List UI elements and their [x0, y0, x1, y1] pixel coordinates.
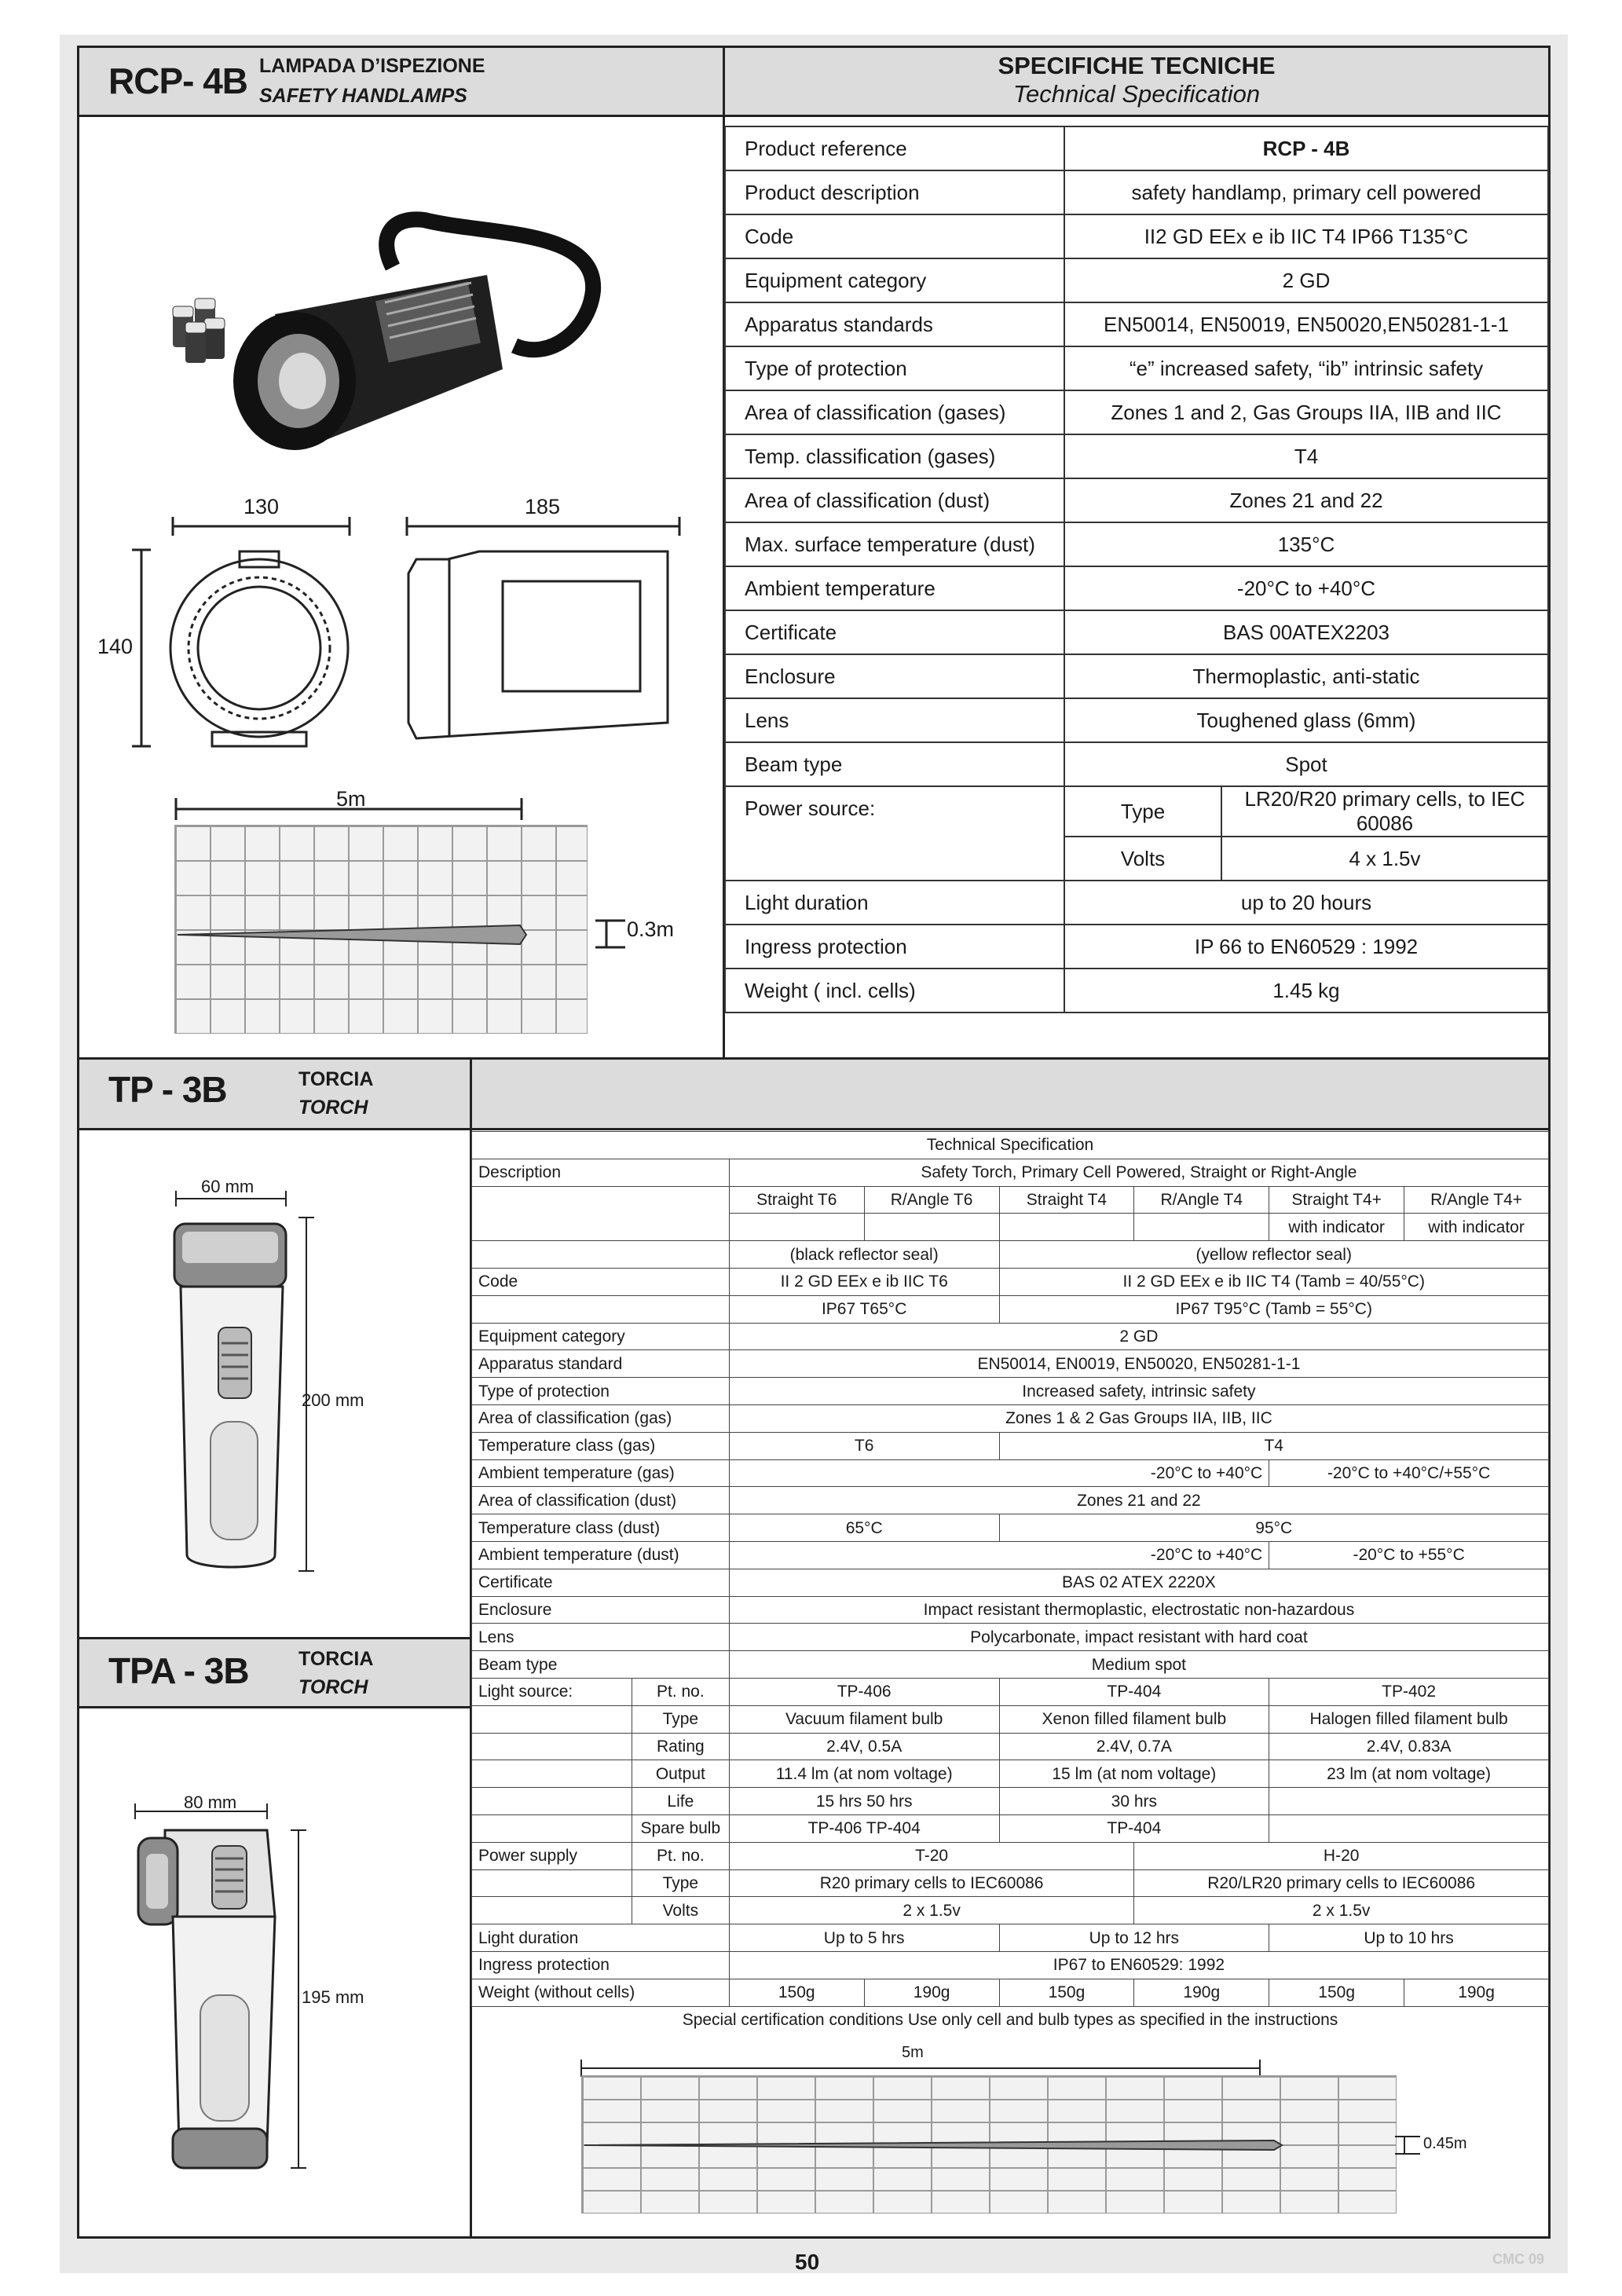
weight-value: 190g: [1134, 1979, 1269, 2006]
temp-class-dust-label: Temperature class (dust): [472, 1514, 730, 1542]
spec-label: Weight ( incl. cells): [725, 969, 1064, 1013]
ls-c1-rating: 2.4V, 0.5A: [729, 1733, 999, 1760]
variant-rangle-t6: R/Angle T6: [864, 1186, 999, 1214]
rcp-beam-distance: 5m: [336, 787, 366, 811]
spec-label: Beam type: [725, 742, 1064, 786]
power-volts-label: Volts: [1064, 837, 1221, 881]
type-protection-value: Increased safety, intrinsic safety: [729, 1378, 1548, 1405]
certificate-label: Certificate: [472, 1569, 730, 1596]
ls-sublabel: Output: [632, 1760, 729, 1788]
spec-label: Code: [725, 214, 1064, 258]
spec-value: “e” increased safety, “ib” intrinsic safety: [1064, 346, 1548, 390]
spec-label: Equipment category: [725, 258, 1064, 302]
enclosure-label: Enclosure: [472, 1596, 730, 1624]
ps-sublabel: Pt. no.: [632, 1842, 729, 1869]
spec-value: Thermoplastic, anti-static: [1064, 654, 1548, 698]
light-duration-label: Light duration: [472, 1924, 730, 1952]
ambient-gas-a: -20°C to +40°C: [729, 1459, 1269, 1487]
spec-row: [725, 969, 1548, 1013]
ambient-gas-b: -20°C to +40°C/+55°C: [1269, 1459, 1549, 1487]
spec-label: Light duration: [725, 881, 1064, 925]
spec-label: Ingress protection: [725, 925, 1064, 969]
weight-label: Weight (without cells): [472, 1979, 730, 2006]
page-number: 50: [795, 2250, 820, 2274]
catalogue-code: CMC 09: [1492, 2251, 1545, 2267]
torch-beam-width: 0.45m: [1423, 2135, 1467, 2152]
rcp-dimension-drawing: [86, 487, 707, 754]
spec-label: Apparatus standards: [725, 302, 1064, 346]
weight-value: 190g: [864, 1979, 999, 2006]
spec-label: Enclosure: [725, 654, 1064, 698]
ingress-label: Ingress protection: [472, 1951, 730, 1979]
power-source-row: [725, 786, 1548, 837]
light-duration-c: Up to 10 hrs: [1269, 1924, 1549, 1952]
certificate-value: BAS 02 ATEX 2220X: [729, 1569, 1548, 1596]
weight-value: 150g: [999, 1979, 1134, 2006]
light-duration-b: Up to 12 hrs: [999, 1924, 1269, 1952]
tp-name-italian: TORCIA: [298, 1068, 374, 1090]
ls-c3-life: [1269, 1788, 1549, 1815]
ps-a-type: R20 primary cells to IEC60086: [729, 1869, 1134, 1897]
spec-row: [725, 434, 1548, 478]
rcp-handlamp-photo: [157, 204, 613, 471]
ps-b-pt: H-20: [1134, 1842, 1549, 1869]
spec-value: Zones 1 and 2, Gas Groups IIA, IIB and IIC: [1064, 390, 1548, 434]
rcp-name-italian: LAMPADA D’ISPEZIONE: [259, 55, 485, 77]
ambient-dust-a: -20°C to +40°C: [729, 1541, 1269, 1569]
spec-row: [725, 925, 1548, 969]
variant-straight-t4plus: Straight T4+: [1269, 1186, 1404, 1214]
special-conditions: Special certification conditions Use only cell and bulb types as specified in the instructions: [682, 2011, 1338, 2030]
spec-label: Certificate: [725, 610, 1064, 654]
spec-label: Temp. classification (gases): [725, 434, 1064, 478]
ingress-value: IP67 to EN60529: 1992: [729, 1951, 1548, 1979]
ambient-dust-label: Ambient temperature (dust): [472, 1541, 730, 1569]
ls-c2-pt: TP-404: [999, 1678, 1269, 1705]
spec-label: Lens: [725, 698, 1064, 742]
ls-sublabel: Pt. no.: [632, 1678, 729, 1705]
tp-name-english: TORCH: [298, 1097, 368, 1119]
ls-c1-output: 11.4 lm (at nom voltage): [729, 1760, 999, 1788]
variant-note: with indicator: [1269, 1214, 1404, 1241]
power-volts-value: 4 x 1.5v: [1221, 837, 1548, 881]
spec-value: II2 GD EEx e ib IIC T4 IP66 T135°C: [1064, 214, 1548, 258]
ambient-gas-label: Ambient temperature (gas): [472, 1459, 730, 1487]
enclosure-value: Impact resistant thermoplastic, electrostatic non-hazardous: [729, 1596, 1548, 1624]
spec-value: 2 GD: [1064, 258, 1548, 302]
spec-value: 135°C: [1064, 522, 1548, 566]
rcp-header-underline: [77, 115, 1551, 117]
ls-c1-type: Vacuum filament bulb: [729, 1705, 999, 1733]
tpa-name-italian: TORCIA: [298, 1648, 374, 1670]
spec-row: [725, 566, 1548, 610]
spec-value: safety handlamp, primary cell powered: [1064, 170, 1548, 214]
spec-value: Spot: [1064, 742, 1548, 786]
power-supply-label: Power supply: [472, 1842, 632, 1869]
apparatus-standard-value: EN50014, EN0019, EN50020, EN50281-1-1: [729, 1350, 1548, 1378]
ps-a-volts: 2 x 1.5v: [729, 1897, 1134, 1924]
spec-value: -20°C to +40°C: [1064, 566, 1548, 610]
temp-class-gas-label: Temperature class (gas): [472, 1432, 730, 1459]
ls-c3-output: 23 lm (at nom voltage): [1269, 1760, 1549, 1788]
light-source-label: Light source:: [472, 1678, 632, 1705]
spec-row: [725, 214, 1548, 258]
beam-type-label: Beam type: [472, 1651, 730, 1679]
spec-row: [725, 390, 1548, 434]
area-gas-value: Zones 1 & 2 Gas Groups IIA, IIB, IIC: [729, 1404, 1548, 1432]
spec-row: [725, 742, 1548, 786]
tp-dim-height: 200 mm: [302, 1390, 364, 1410]
area-gas-label: Area of classification (gas): [472, 1404, 730, 1432]
spec-label: Product description: [725, 170, 1064, 214]
spec-value: Toughened glass (6mm): [1064, 698, 1548, 742]
temp-class-gas-t4: T4: [999, 1432, 1549, 1459]
tpa-name-english: TORCH: [298, 1676, 368, 1698]
ls-c3-spare: [1269, 1814, 1549, 1842]
spec-value: Zones 21 and 22: [1064, 478, 1548, 522]
light-duration-a: Up to 5 hrs: [729, 1924, 999, 1952]
tpa-dim-height: 195 mm: [302, 1987, 364, 2007]
torch-beam-width-marker: [1392, 2133, 1423, 2157]
spec-value: IP 66 to EN60529 : 1992: [1064, 925, 1548, 969]
ls-c3-type: Halogen filled filament bulb: [1269, 1705, 1549, 1733]
ls-c1-life: 15 hrs 50 hrs: [729, 1788, 999, 1815]
ps-sublabel: Type: [632, 1869, 729, 1897]
tp-model-title: TP - 3B: [108, 1069, 227, 1110]
equipment-category-label: Equipment category: [472, 1323, 730, 1350]
spec-row: [725, 126, 1548, 170]
code-t6-line1: II 2 GD EEx e ib IIC T6: [729, 1268, 999, 1295]
rcp-spec-table: [724, 126, 1549, 1013]
ls-c3-rating: 2.4V, 0.83A: [1269, 1733, 1549, 1760]
ps-b-volts: 2 x 1.5v: [1134, 1897, 1549, 1924]
spec-label: Area of classification (dust): [725, 478, 1064, 522]
tpa-header-underline: [77, 1706, 471, 1708]
rcp-dim-height: 140: [97, 635, 134, 658]
spec-row: [725, 610, 1548, 654]
spec-value: EN50014, EN50019, EN50020,EN50281-1-1: [1064, 302, 1548, 346]
ls-c2-type: Xenon filled filament bulb: [999, 1705, 1269, 1733]
weight-value: 190g: [1404, 1979, 1549, 2006]
ps-b-type: R20/LR20 primary cells to IEC60086: [1134, 1869, 1549, 1897]
ls-c2-life: 30 hrs: [999, 1788, 1269, 1815]
description-label: Description: [472, 1159, 730, 1186]
type-protection-label: Type of protection: [472, 1378, 730, 1405]
spec-title-italian: SPECIFICHE TECNICHE: [998, 52, 1276, 79]
tpa-dim-width: 80 mm: [184, 1792, 237, 1812]
reflector-black: (black reflector seal): [729, 1241, 999, 1269]
tp-header-underline: [77, 1128, 1551, 1130]
spec-row: [725, 170, 1548, 214]
ls-c2-output: 15 lm (at nom voltage): [999, 1760, 1269, 1788]
temp-class-dust-b: 95°C: [999, 1514, 1549, 1542]
spec-row: [725, 654, 1548, 698]
ps-sublabel: Volts: [632, 1897, 729, 1924]
ls-c1-spare: TP-406 TP-404: [729, 1814, 999, 1842]
spec-label: Product reference: [725, 126, 1064, 170]
ls-c3-pt: TP-402: [1269, 1678, 1549, 1705]
power-type-value: LR20/R20 primary cells, to IEC 60086: [1221, 786, 1548, 837]
variant-straight-t6: Straight T6: [729, 1186, 864, 1214]
power-type-label: Type: [1064, 786, 1221, 837]
spec-label: Max. surface temperature (dust): [725, 522, 1064, 566]
ambient-dust-b: -20°C to +55°C: [1269, 1541, 1549, 1569]
tp-dim-width: 60 mm: [201, 1177, 254, 1196]
variant-rangle-t4plus: R/Angle T4+: [1404, 1186, 1549, 1214]
ls-sublabel: Rating: [632, 1733, 729, 1760]
spec-label: Type of protection: [725, 346, 1064, 390]
ls-sublabel: Spare bulb: [632, 1814, 729, 1842]
rcp-beam-cone: [174, 911, 528, 958]
spec-row: [725, 522, 1548, 566]
ls-sublabel: Life: [632, 1788, 729, 1815]
ps-a-pt: T-20: [729, 1842, 1134, 1869]
spec-title-english: Technical Specification: [1012, 80, 1261, 108]
weight-value: 150g: [1269, 1979, 1404, 2006]
apparatus-standard-label: Apparatus standard: [472, 1350, 730, 1378]
temp-class-gas-t6: T6: [729, 1432, 999, 1459]
spec-value: RCP - 4B: [1064, 126, 1548, 170]
rcp-model-title: RCP- 4B: [108, 60, 248, 101]
spec-row: [725, 302, 1548, 346]
rcp-dim-depth: 185: [525, 495, 561, 518]
ls-c2-spare: TP-404: [999, 1814, 1269, 1842]
variant-straight-t4: Straight T4: [999, 1186, 1134, 1214]
code-t4-line1: II 2 GD EEx e ib IIC T4 (Tamb = 40/55°C): [999, 1268, 1549, 1295]
description-value: Safety Torch, Primary Cell Powered, Straight or Right-Angle: [729, 1159, 1548, 1186]
spec-value: BAS 00ATEX2203: [1064, 610, 1548, 654]
battery-cells-icon: [173, 298, 225, 363]
spec-row: [725, 346, 1548, 390]
tpa-model-title: TPA - 3B: [108, 1650, 249, 1691]
temp-class-dust-a: 65°C: [729, 1514, 999, 1542]
power-source-label: Power source:: [725, 786, 1064, 881]
ls-sublabel: Type: [632, 1705, 729, 1733]
spec-value: 1.45 kg: [1064, 969, 1548, 1013]
torch-beam-cone: [583, 2133, 1290, 2157]
rcp-name-english: SAFETY HANDLAMPS: [259, 85, 467, 107]
ls-c2-rating: 2.4V, 0.7A: [999, 1733, 1269, 1760]
spec-row: [725, 258, 1548, 302]
torch-beam-distance: 5m: [902, 2044, 924, 2061]
spec-row: [725, 478, 1548, 522]
code-label: Code: [472, 1268, 730, 1295]
reflector-yellow: (yellow reflector seal): [999, 1241, 1549, 1269]
weight-value: 150g: [729, 1979, 864, 2006]
torch-table-title: Technical Specification: [472, 1132, 1549, 1159]
equipment-category-value: 2 GD: [729, 1323, 1548, 1350]
rcp-beam-width-marker: [591, 917, 630, 952]
spec-row: [725, 698, 1548, 742]
spec-row: [725, 881, 1548, 925]
lens-value: Polycarbonate, impact resistant with hard coat: [729, 1624, 1548, 1651]
code-t6-line2: IP67 T65°C: [729, 1295, 999, 1323]
area-dust-value: Zones 21 and 22: [729, 1487, 1548, 1514]
spec-label: Area of classification (gases): [725, 390, 1064, 434]
spec-label: Ambient temperature: [725, 566, 1064, 610]
torch-spec-table: [471, 1131, 1549, 2034]
beam-type-value: Medium spot: [729, 1651, 1548, 1679]
area-dust-label: Area of classification (dust): [472, 1487, 730, 1514]
spec-value: up to 20 hours: [1064, 881, 1548, 925]
variant-rangle-t4: R/Angle T4: [1134, 1186, 1269, 1214]
ls-c1-pt: TP-406: [729, 1678, 999, 1705]
rcp-beam-width: 0.3m: [627, 917, 675, 941]
variant-note: with indicator: [1404, 1214, 1549, 1241]
code-t4-line2: IP67 T95°C (Tamb = 55°C): [999, 1295, 1549, 1323]
lens-label: Lens: [472, 1624, 730, 1651]
rcp-dim-width: 130: [243, 495, 280, 518]
spec-value: T4: [1064, 434, 1548, 478]
